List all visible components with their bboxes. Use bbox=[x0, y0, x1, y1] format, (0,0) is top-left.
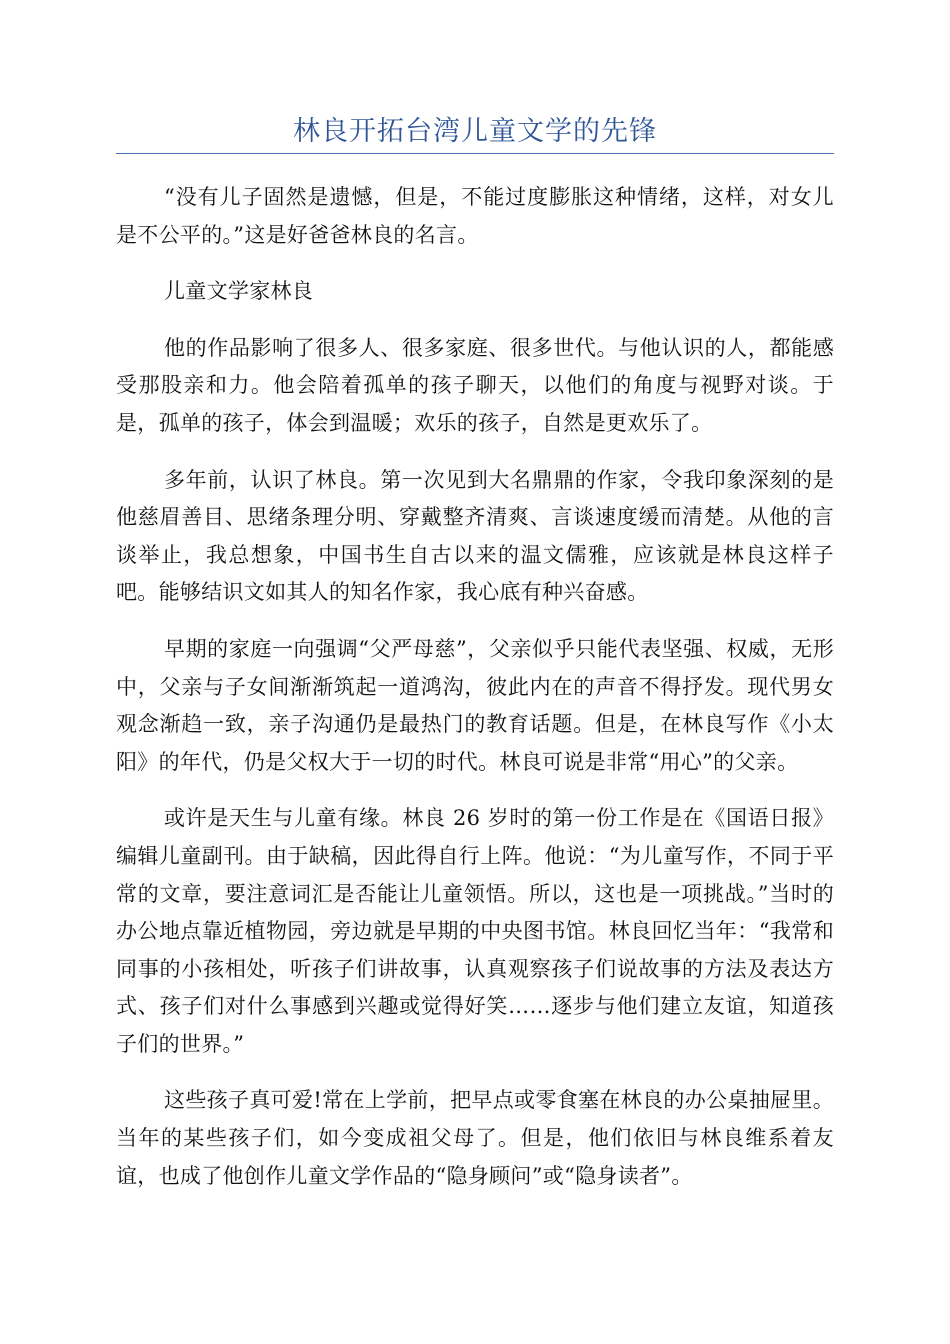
paragraph: 多年前，认识了林良。第一次见到大名鼎鼎的作家，令我印象深刻的是他慈眉善目、思绪条理分明、穿戴整齐清爽、言谈速度缓而清楚。从他的言谈举止，我总想象，中国书生自古以来的温文儒雅，应该就是林良这样子吧。能够结识文如其人的知名作家，我心底有种兴奋感。 bbox=[116, 467, 834, 605]
paragraph-quote: “没有儿子固然是遗憾，但是，不能过度膨胀这种情绪，这样，对女儿是不公平的。”这是好爸爸林良的名言。 bbox=[116, 185, 834, 247]
paragraph: 或许是天生与儿童有缘。林良 26 岁时的第一份工作是在《国语日报》编辑儿童副刊。由于缺稿，因此得自行上阵。他说：“为儿童写作，不同于平常的文章，要注意词汇是否能让儿童领悟。所以，这也是一项挑战。”当时的办公地点靠近植物园，旁边就是早期的中央图书馆。林良回忆当年：“我常和同事的小孩相处，听孩子们讲故事，认真观察孩子们说故事的方法及表达方式、孩子们对什么事感到兴趣或觉得好笑……逐步与他们建立友谊，知道孩子们的世界。” bbox=[116, 806, 834, 1056]
paragraph: 他的作品影响了很多人、很多家庭、很多世代。与他认识的人，都能感受那股亲和力。他会陪着孤单的孩子聊天，以他们的角度与视野对谈。于是，孤单的孩子，体会到温暖；欢乐的孩子，自然是更欢乐了。 bbox=[116, 335, 834, 435]
title-underline bbox=[116, 153, 834, 154]
paragraph-subheading: 儿童文学家林良 bbox=[164, 279, 314, 304]
document-title: 林良开拓台湾儿童文学的先锋 bbox=[293, 116, 657, 147]
paragraph: 这些孩子真可爱!常在上学前，把早点或零食塞在林良的办公桌抽屉里。当年的某些孩子们，如今变成祖父母了。但是，他们依旧与林良维系着友谊，也成了他创作儿童文学作品的“隐身顾问”或“隐身读者”。 bbox=[116, 1088, 834, 1188]
document-body bbox=[116, 179, 834, 1214]
paragraph: 早期的家庭一向强调“父严母慈”，父亲似乎只能代表坚强、权威，无形中，父亲与子女间渐渐筑起一道鸿沟，彼此内在的声音不得抒发。现代男女观念渐趋一致，亲子沟通仍是最热门的教育话题。但是，在林良写作《小太阳》的年代，仍是父权大于一切的时代。林良可说是非常“用心”的父亲。 bbox=[116, 636, 834, 774]
